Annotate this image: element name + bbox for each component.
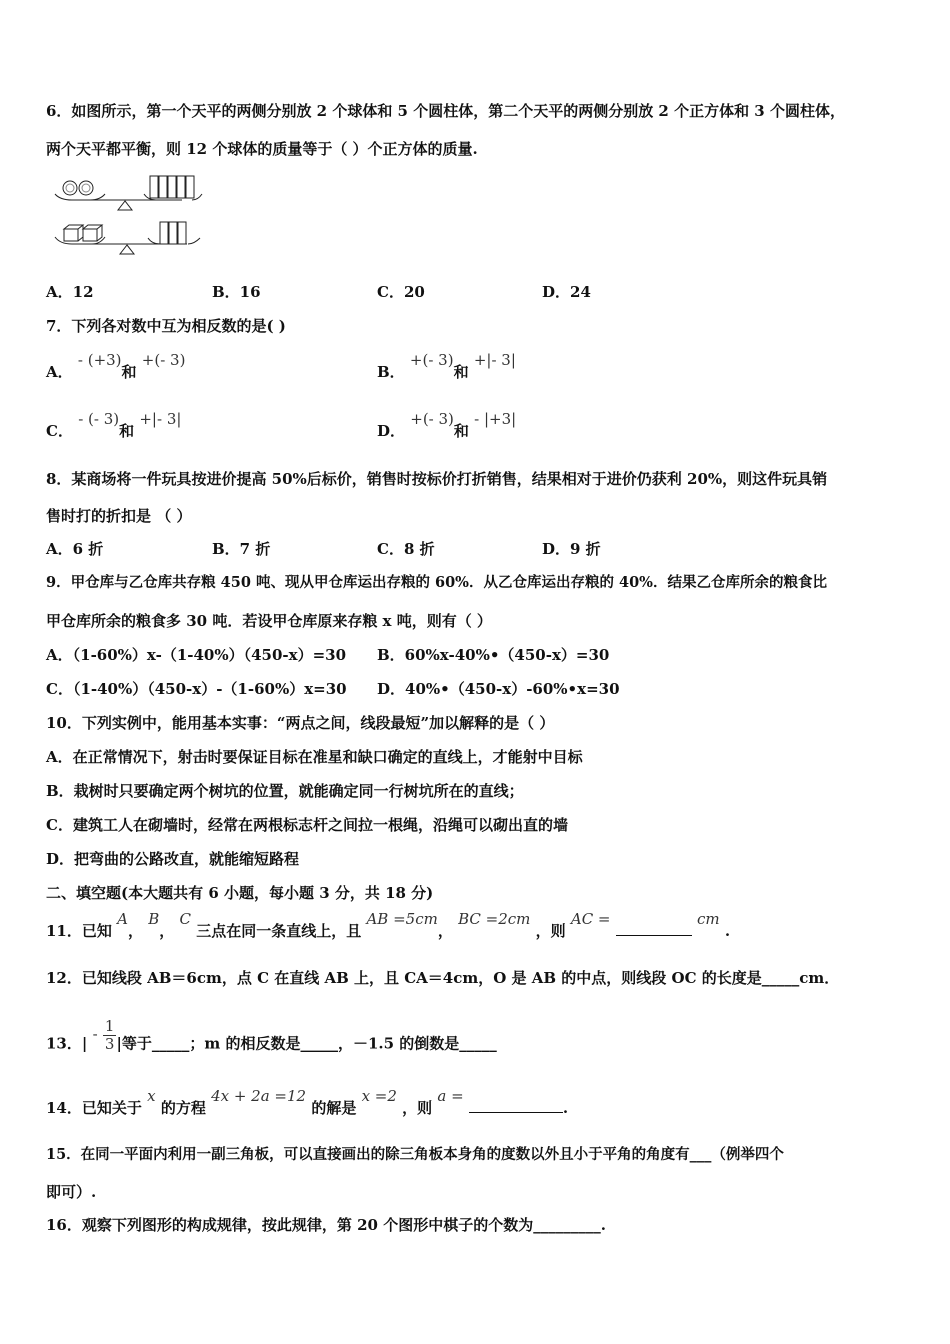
q6-option-b[interactable]: B．16: [212, 283, 261, 301]
q10-option-b[interactable]: B．栽树时只要确定两个树坑的位置，就能确定同一行树坑所在的直线；: [46, 782, 524, 800]
q6-option-c[interactable]: C．20: [377, 283, 425, 301]
q9-option-b[interactable]: B．60%x-40%•（450-x）=30: [377, 646, 610, 664]
q10-option-a[interactable]: A．在正常情况下，射击时要保证目标在准星和缺口确定的直线上，才能射中目标: [46, 748, 583, 766]
q13-denominator: 3: [104, 1035, 115, 1053]
q9-option-d[interactable]: D．40%•（450-x）-60%•x=30: [377, 680, 620, 698]
q11-ac: AC =: [570, 910, 611, 928]
section-2-title: 二、填空题(本大题共有 6 小题，每小题 3 分，共 18 分): [46, 884, 434, 902]
q13-prefix: 13．|: [46, 1034, 88, 1053]
cylinder-4: [177, 176, 185, 198]
q11-then: ，则: [535, 922, 566, 940]
q7-a-he: 和: [121, 363, 137, 381]
q14-solution: x =2: [361, 1087, 397, 1105]
fulcrum-2: [120, 245, 134, 254]
cylinder-7: [169, 222, 177, 244]
q7-b-math1: +(- 3): [409, 351, 454, 369]
q6-option-d[interactable]: D．24: [542, 283, 591, 301]
q7-option-b[interactable]: [377, 351, 516, 382]
q7-c-label: C．: [46, 422, 73, 440]
fulcrum-1: [118, 201, 132, 210]
q7-d-math1: +(- 3): [410, 410, 454, 428]
q7-option-c[interactable]: [46, 410, 182, 441]
q6-option-a[interactable]: A．12: [46, 283, 94, 301]
q7-b-label: B．: [377, 363, 405, 381]
q8-option-b[interactable]: B．7 折: [212, 540, 271, 558]
q6-line1: 6．如图所示，第一个天平的两侧分别放 2 个球体和 5 个圆柱体，第二个天平的两侧分别放 2 个正方体和 3 个圆柱体，: [46, 102, 845, 120]
q8-option-d[interactable]: D．9 折: [542, 540, 601, 558]
q7-c-math2: +|- 3|: [139, 410, 182, 428]
q14-a: a =: [437, 1087, 464, 1105]
q10-option-d[interactable]: D．把弯曲的公路改直，就能缩短路程: [46, 850, 300, 868]
q11-cm: cm: [696, 910, 720, 928]
q7-c-he: 和: [119, 422, 135, 440]
cylinder-8: [178, 222, 186, 244]
q10-option-c[interactable]: C．建筑工人在砌墙时，经常在两根标志杆之间拉一根绳，沿绳可以砌出直的墙: [46, 816, 568, 834]
sphere-1: [63, 181, 77, 195]
q11-mid: 三点在同一条直线上，且: [196, 922, 362, 940]
q7-c-math1: - (- 3): [78, 410, 120, 428]
q13-rest: |等于_____；m 的相反数是_____，－1.5 的倒数是_____: [116, 1034, 497, 1053]
q7-b-he: 和: [453, 363, 469, 381]
sphere-2: [79, 181, 93, 195]
q13-fraction: [103, 1018, 117, 1053]
q7-a-label: A．: [46, 363, 73, 381]
q15-line1: 15．在同一平面内利用一副三角板，可以直接画出的除三角板本身角的度数以外且小于平角的角度有___（例举四个: [46, 1146, 784, 1163]
q7-a-math1: - (+3): [77, 351, 122, 369]
q9-line2: 甲仓库所余的粮食多 30 吨．若设甲仓库原来存粮 x 吨，则有（ ）: [46, 612, 492, 630]
q15-line2: 即可）.: [46, 1183, 97, 1201]
q7-b-math2: +|- 3|: [473, 351, 516, 369]
q8-line2: 售时打的折扣是 （ ）: [46, 507, 192, 525]
cylinder-2: [159, 176, 167, 198]
q14-prefix: 14．已知关于: [46, 1099, 142, 1117]
q9-option-c[interactable]: C．（1-40%）（450-x）-（1-60%）x=30: [46, 680, 347, 698]
q11-answer-blank[interactable]: [616, 921, 692, 936]
q14-mid: 的方程: [160, 1099, 206, 1117]
q14-x: x: [147, 1087, 156, 1105]
q13-numerator: 1: [104, 1017, 115, 1035]
q8-line1: 8．某商场将一件玩具按进价提高 50%后标价，销售时按标价打折销售，结果相对于进价仍获利 20%，则这件玩具销: [46, 470, 828, 488]
balance-figure: [52, 172, 207, 264]
q11: 11．已知 A， B， C 三点在同一条直线上，且 AB =5cm， BC =2cm ，则 AC = cm .: [46, 910, 731, 940]
q7-option-a[interactable]: [46, 351, 186, 382]
q6-line2: 两个天平都平衡，则 12 个球体的质量等于（ ）个正方体的质量.: [46, 140, 478, 158]
cylinder-5: [186, 176, 194, 198]
q11-point-a: A: [117, 910, 128, 928]
q14: 14．已知关于 x 的方程 4x + 2a =12 的解是 x =2 ，则 a = .: [46, 1087, 569, 1117]
q7-a-math2: +(- 3): [141, 351, 186, 369]
q11-ab: AB =5cm: [366, 910, 438, 928]
cylinder-6: [160, 222, 168, 244]
q14-answer-blank[interactable]: [469, 1098, 563, 1113]
cylinder-1: [150, 176, 158, 198]
q7-d-math2: - |+3|: [474, 410, 517, 428]
q7-d-label: D．: [377, 422, 406, 440]
q16: 16．观察下列图形的构成规律，按此规律，第 20 个图形中棋子的个数为_________.: [46, 1216, 606, 1234]
q7-option-d[interactable]: [377, 410, 517, 441]
q8-option-c[interactable]: C．8 折: [377, 540, 435, 558]
cylinder-3: [168, 176, 176, 198]
q14-then: ，则: [402, 1099, 433, 1117]
q11-bc: BC =2cm: [458, 910, 531, 928]
q14-mid2: 的解是: [311, 1099, 357, 1117]
q13-minus: -: [92, 1024, 98, 1043]
cube-1: [64, 229, 78, 241]
q13: [46, 1017, 497, 1062]
q10-stem: 10．下列实例中，能用基本实事：“两点之间，线段最短”加以解释的是（ ）: [46, 714, 555, 732]
q11-prefix: 11．已知: [46, 922, 112, 940]
q9-line1: 9．甲仓库与乙仓库共存粮 450 吨、现从甲仓库运出存粮的 60%．从乙仓库运出存粮的 40%．结果乙仓库所余的粮食比: [46, 574, 827, 591]
q8-option-a[interactable]: A．6 折: [46, 540, 104, 558]
q11-point-c: C: [179, 910, 191, 928]
q7-stem: 7．下列各对数中互为相反数的是( ): [46, 317, 286, 335]
q9-option-a[interactable]: A．（1-60%）x-（1-40%）（450-x）=30: [46, 646, 347, 664]
q7-d-he: 和: [453, 422, 469, 440]
q11-point-b: B: [148, 910, 160, 928]
cube-2: [83, 229, 97, 241]
q12: 12．已知线段 AB＝6cm，点 C 在直线 AB 上，且 CA＝4cm，O 是 AB 的中点，则线段 OC 的长度是_____cm．: [46, 969, 840, 987]
q14-equation: 4x + 2a =12: [211, 1087, 307, 1105]
